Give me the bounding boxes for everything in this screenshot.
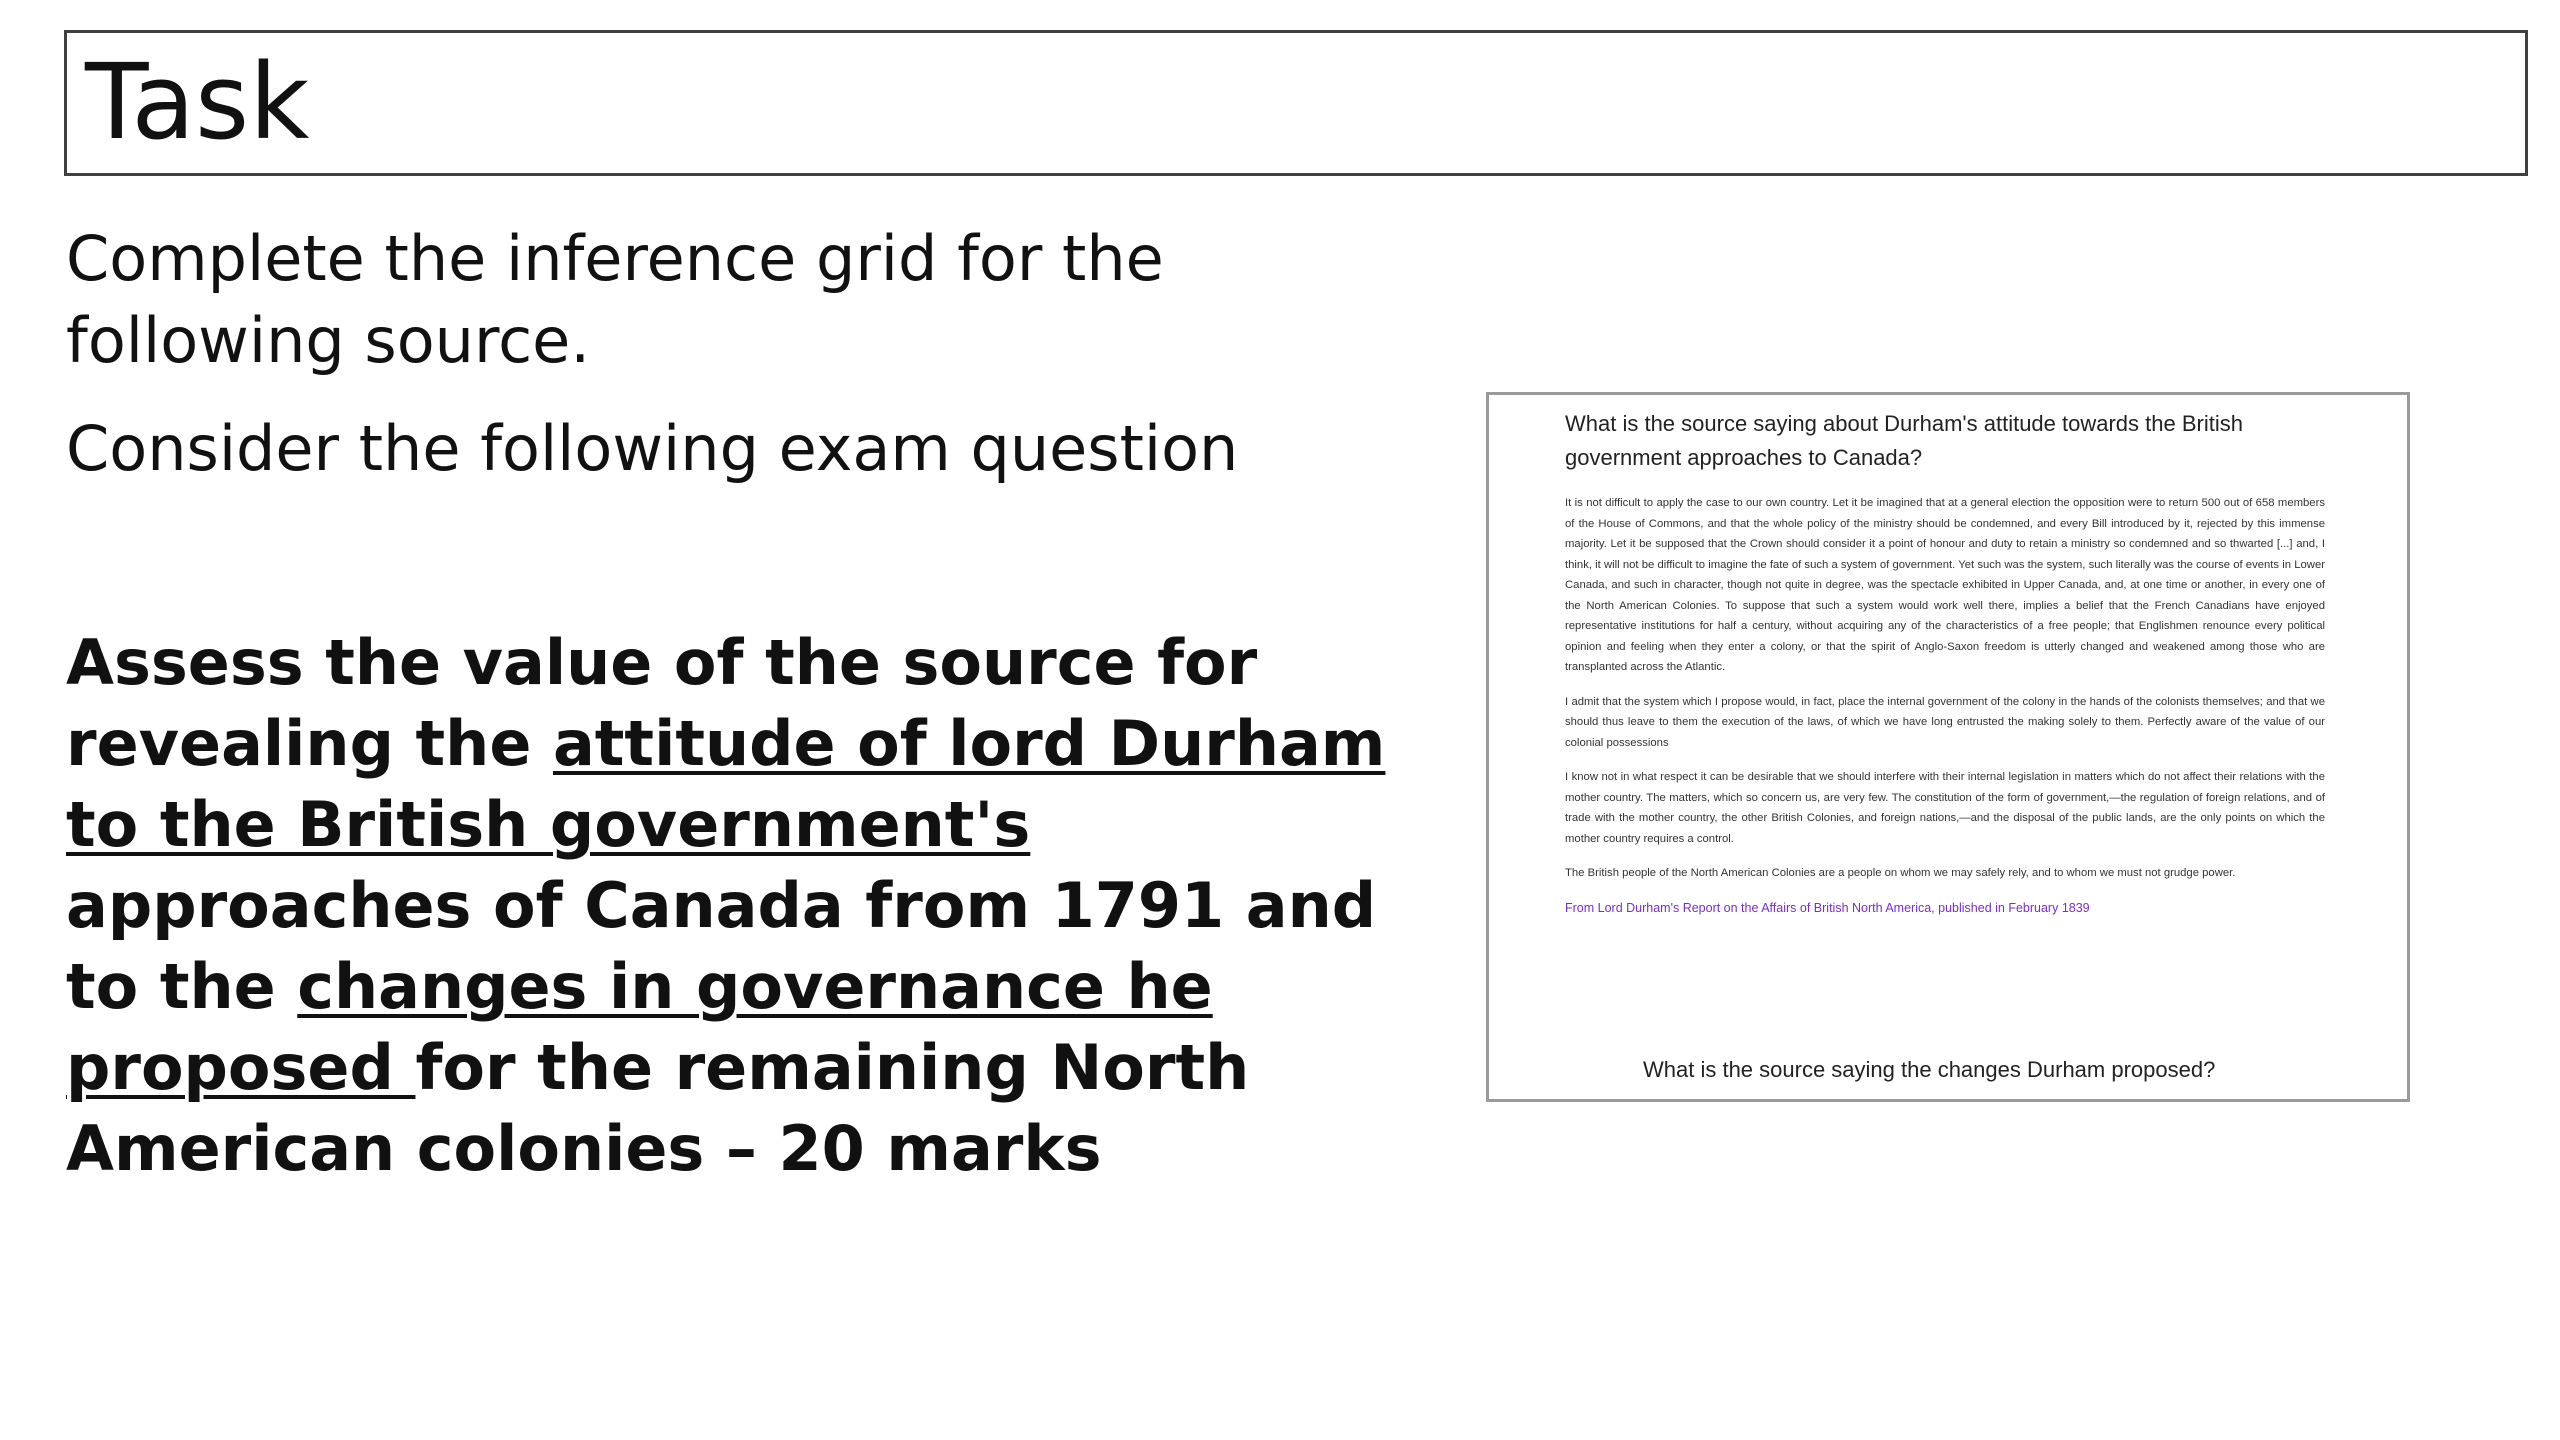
instruction-consider-question: Consider the following exam question xyxy=(66,412,1239,485)
question-text-part-3: for the remaining North American colonies – 20 marks xyxy=(66,1031,1250,1185)
source-document-image xyxy=(1486,392,2410,1102)
source-body xyxy=(1565,493,2325,918)
question-text-part-1: Assess the value of the source for revealing the xyxy=(66,626,1258,780)
source-citation: From Lord Durham's Report on the Affairs of British North America, published in February 1839 xyxy=(1565,900,2090,915)
question-underline-changes: changes in governance he proposed xyxy=(66,950,1213,1104)
source-footer-question: What is the source saying the changes Durham proposed? xyxy=(1643,1057,2216,1082)
source-heading: What is the source saying about Durham's attitude towards the British government approaches to Canada? xyxy=(1565,411,2243,470)
slide-title: Task xyxy=(85,41,310,163)
instruction-complete-grid: Complete the inference grid for the following source. xyxy=(66,222,1164,377)
source-paragraph: I admit that the system which I propose would, in fact, place the internal government of the colony in the hands of the colonists themselves; and that we should thus leave to them the execution of the laws, of which we have long entrusted the making solely to them. Perfectly aware of the value of our colonial possessions xyxy=(1565,695,2325,749)
source-paragraph: The British people of the North American Colonies are a people on whom we may safely rely, and to whom we must not grudge power. xyxy=(1565,867,2236,879)
source-paragraph: It is not difficult to apply the case to our own country. Let it be imagined that at a general election the opposition were to return 500 out of 658 members of the House of Commons, and that the whole policy of the ministry should be condemned, and every Bill introduced by it, rejected by this immense majority. Let it be supposed that the Crown should consider it a point of honour and duty to retain a ministry so condemned and so thwarted [...] and, I think, it will not be difficult to imagine the fate of such a system of government. Yet such was the system, such literally was the course of events in Lower Canada, and such in character, though not quite in degree, was the spectacle exhibited in Upper Canada, and, at one time or another, in every one of the North American Colonies. To suppose that such a system would work well there, implies a belief that the French Canadians have enjoyed representative institutions for half a century, without acquiring any of the characteristics of a free people; that Englishmen renounce every political opinion and feeling when they enter a colony, or that the spirit of Anglo-Saxon freedom is utterly changed and weakened among those who are transplanted across the Atlantic. xyxy=(1565,497,2325,673)
question-underline-attitude: attitude of lord Durham to the British government's xyxy=(66,707,1386,861)
title-box xyxy=(64,30,2528,176)
exam-question xyxy=(66,622,1426,1189)
source-paragraph: I know not in what respect it can be desirable that we should interfere with their internal legislation in matters which do not affect their relations with the mother country. The matters, which so concern us, are very few. The constitution of the form of government,—the regulation of foreign relations, and of trade with the mother country, the other British Colonies, and foreign nations,—and the disposal of the public lands, are the only points on which the mother country requires a control. xyxy=(1565,771,2325,845)
question-text-part-2: approaches of Canada from 1791 and to the xyxy=(66,869,1377,1023)
